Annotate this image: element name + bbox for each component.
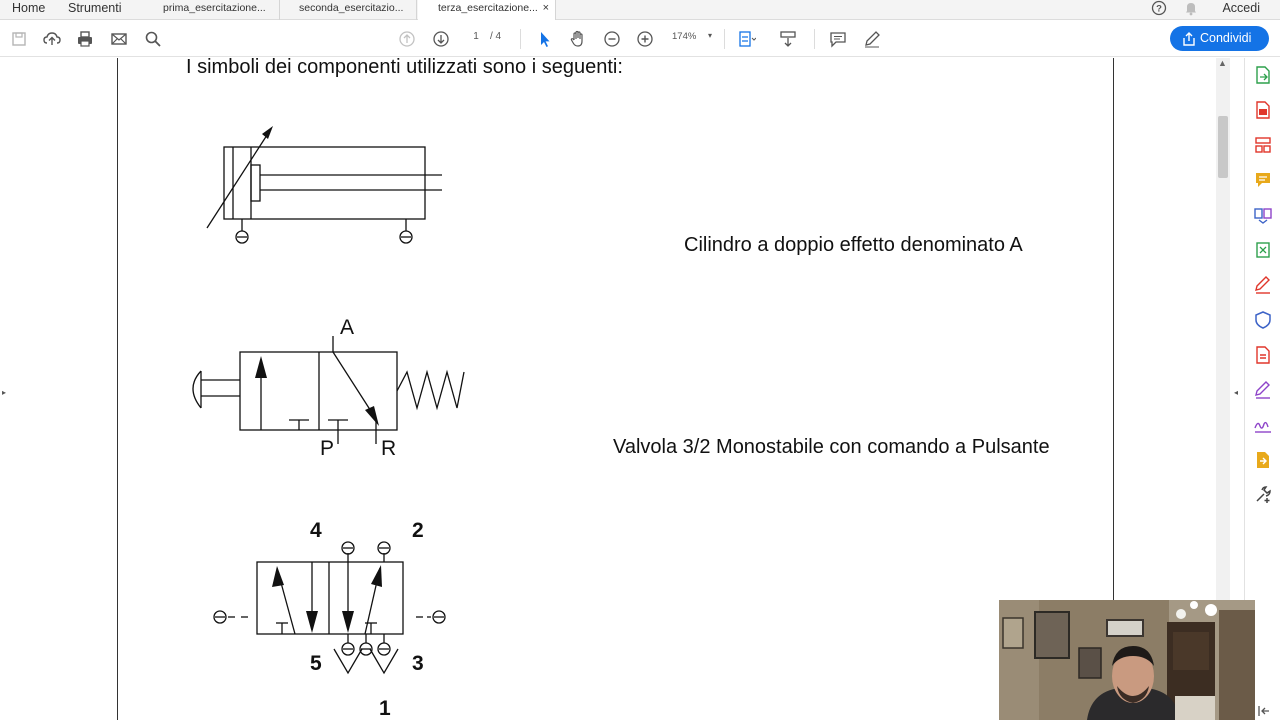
save-icon[interactable] (9, 29, 29, 49)
document-tab[interactable] (281, 0, 417, 20)
email-icon[interactable] (109, 29, 129, 49)
toolbar-divider (520, 29, 521, 49)
port-3-label: 3 (412, 652, 424, 675)
print-icon[interactable] (75, 29, 95, 49)
toolbar-divider (814, 29, 815, 49)
request-signature-icon[interactable] (1254, 416, 1272, 434)
scroll-mode-icon[interactable] (778, 29, 798, 49)
bell-icon[interactable] (1183, 0, 1199, 16)
port-r-label: R (381, 437, 397, 460)
share-button-label: Condividi (1200, 31, 1252, 45)
document-tab-label: terza_esercitazione... (438, 2, 538, 14)
port-p-label: P (320, 437, 335, 460)
select-arrow-icon[interactable] (535, 29, 555, 49)
port-2-label: 2 (412, 519, 424, 542)
help-icon[interactable] (1151, 0, 1167, 16)
export-pdf-icon[interactable] (1254, 66, 1272, 84)
close-tab-icon[interactable]: × (542, 2, 549, 14)
edit-pdf-icon[interactable] (1254, 381, 1272, 399)
upload-cloud-icon[interactable] (42, 29, 62, 49)
port-5-label: 5 (310, 652, 322, 675)
comment-tool-icon[interactable] (1254, 171, 1272, 189)
collapse-tools-icon[interactable] (1254, 702, 1272, 720)
main-toolbar (0, 21, 1280, 57)
share-icon (1182, 32, 1196, 46)
compress-pdf-icon[interactable] (1254, 241, 1272, 259)
svg-text:?: ? (1156, 3, 1162, 15)
more-tools-icon[interactable] (1254, 486, 1272, 504)
home-tab[interactable]: Home (12, 1, 46, 15)
chevron-down-icon[interactable]: ▾ (708, 31, 713, 40)
send-for-review-icon[interactable] (1254, 451, 1272, 469)
redact-icon[interactable] (1254, 346, 1272, 364)
cylinder-caption: Cilindro a doppio effetto denominato A (684, 234, 1023, 256)
scrollbar-thumb[interactable] (1218, 116, 1228, 178)
pdf-page (117, 58, 1114, 720)
page-up-icon[interactable] (397, 29, 417, 49)
tab-bar (0, 0, 1280, 20)
scroll-up-icon[interactable]: ▲ (1218, 58, 1227, 68)
zoom-level[interactable]: 174% (672, 31, 697, 42)
double-acting-cylinder-symbol (203, 120, 453, 250)
intro-text: I simboli dei componenti utilizzati sono i seguenti: (186, 58, 623, 78)
tools-tab[interactable]: Strumenti (68, 1, 122, 15)
organize-pages-icon[interactable] (1254, 136, 1272, 154)
zoom-out-icon[interactable] (602, 29, 622, 49)
document-tab-label: prima_esercitazione... (163, 2, 266, 14)
collapse-right-panel-icon[interactable]: ◂ (1234, 388, 1239, 397)
zoom-in-icon[interactable] (635, 29, 655, 49)
webcam-video-image (999, 600, 1255, 720)
port-4-label: 4 (310, 519, 322, 542)
pen-icon[interactable] (862, 29, 882, 49)
document-tab-label: seconda_esercitazio... (299, 2, 404, 14)
protect-icon[interactable] (1254, 311, 1272, 329)
share-button[interactable] (1170, 26, 1269, 51)
expand-left-panel-icon[interactable]: ▸ (2, 388, 7, 397)
valve-5-2-symbol (208, 513, 458, 720)
toolbar-divider (724, 29, 725, 49)
fit-page-icon[interactable] (736, 29, 756, 49)
fill-sign-icon[interactable] (1254, 276, 1272, 294)
port-a-label: A (340, 316, 355, 339)
valve-3-2-symbol (183, 316, 473, 462)
port-1-label: 1 (379, 697, 391, 720)
search-icon[interactable] (143, 29, 163, 49)
hand-icon[interactable] (568, 29, 588, 49)
document-tab-active[interactable] (418, 0, 556, 20)
document-tab[interactable] (145, 0, 280, 20)
comment-icon[interactable] (828, 29, 848, 49)
sign-in-link[interactable]: Accedi (1222, 1, 1260, 15)
create-pdf-icon[interactable] (1254, 101, 1272, 119)
page-down-icon[interactable] (431, 29, 451, 49)
valve-caption: Valvola 3/2 Monostabile con comando a Pulsante (613, 436, 1050, 458)
page-total: / 4 (490, 31, 502, 42)
webcam-overlay (999, 600, 1255, 720)
page-number-input[interactable]: 1 (473, 31, 479, 42)
combine-files-icon[interactable] (1254, 206, 1272, 224)
